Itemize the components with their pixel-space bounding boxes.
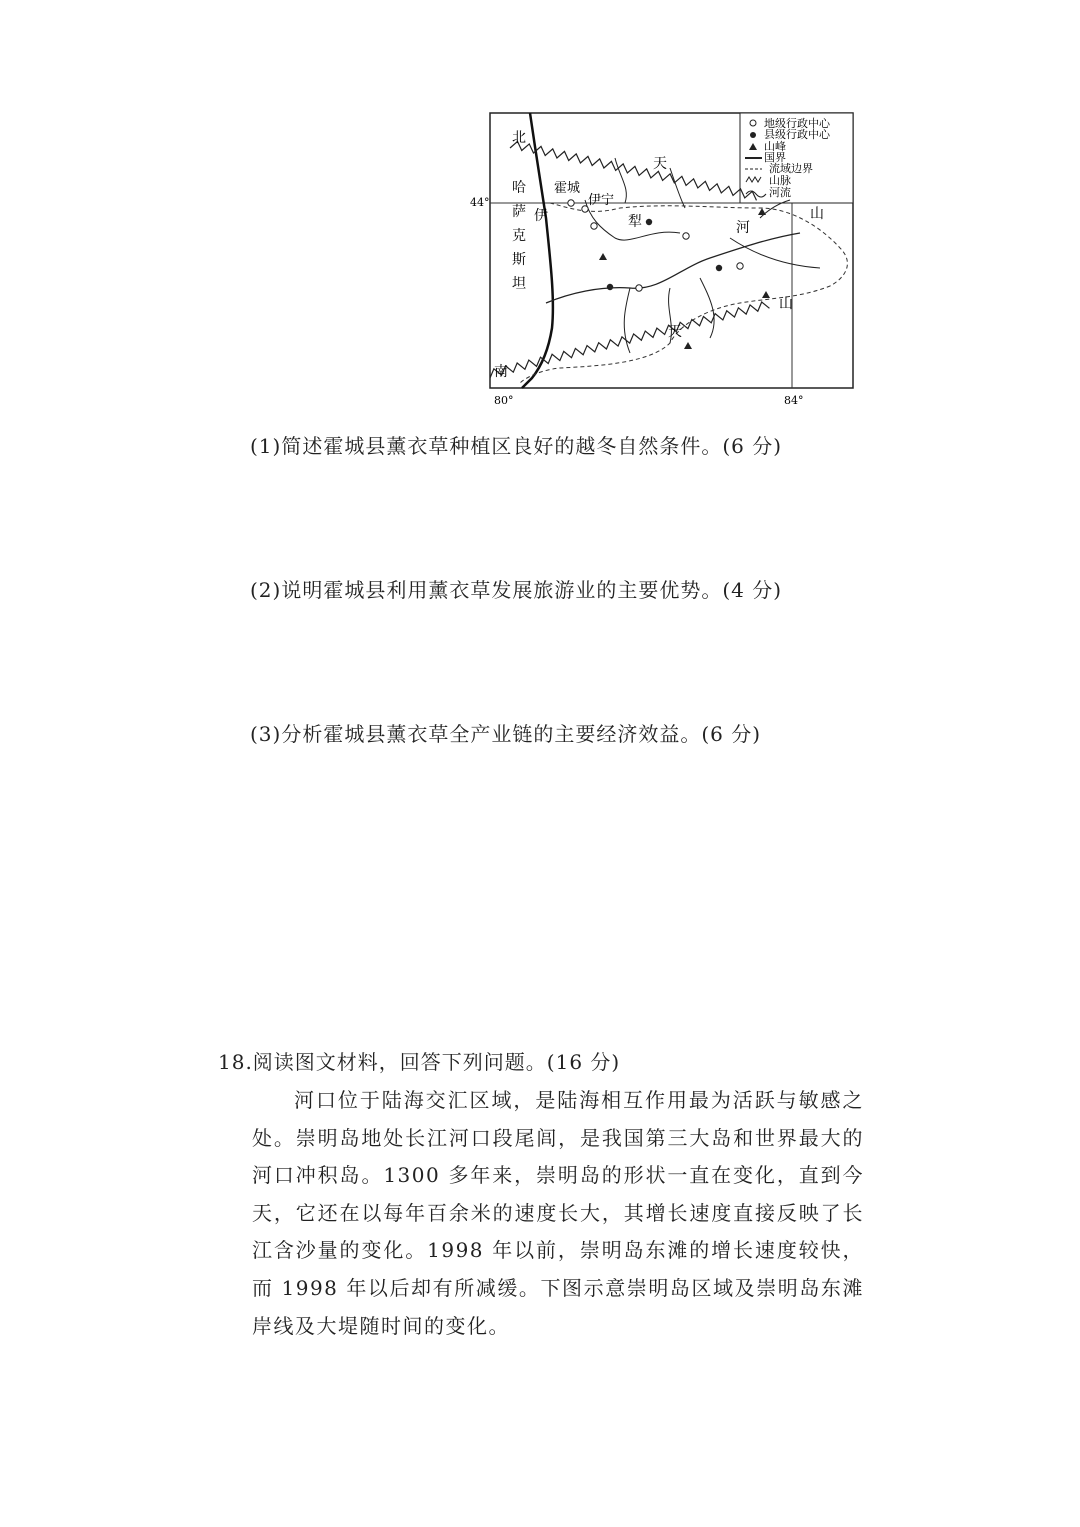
- label-sa: 萨: [512, 204, 526, 220]
- passage-line: 岸线及大堤随时间的变化。: [252, 1313, 510, 1338]
- label-yi: 伊: [534, 208, 548, 224]
- map-figure: [470, 108, 870, 408]
- peak-1: [599, 253, 607, 260]
- legend-river: 河流: [769, 186, 791, 199]
- prefecture-center-3: [683, 233, 689, 239]
- question-3: (3)分析霍城县薰衣草全产业链的主要经济效益。(6 分): [250, 722, 762, 746]
- label-ha: 哈: [512, 180, 526, 196]
- question-18-passage: [252, 1082, 864, 1345]
- county-center-2: [716, 265, 722, 271]
- peak-3: [762, 291, 770, 298]
- label-tan: 坦: [512, 276, 526, 292]
- prefecture-center-icon: [750, 120, 756, 126]
- label-bei: 北: [512, 130, 526, 146]
- legend-peak: 山峰: [764, 140, 786, 153]
- label-tian-south: 天: [668, 324, 682, 340]
- peak-4: [684, 342, 692, 349]
- national-border: [522, 113, 553, 388]
- label-li: 犁: [628, 214, 642, 230]
- passage-line: 河口冲积岛。1300 多年来，崇明岛的形状一直在变化，直到今: [252, 1163, 864, 1188]
- label-he: 河: [736, 220, 750, 236]
- latitude-44-label: 44°: [470, 196, 490, 209]
- river-east-branch: [730, 238, 820, 268]
- south-tianshan-range: [488, 301, 769, 378]
- passage-line: 处。崇明岛地处长江河口段尾闾，是我国第三大岛和世界最大的: [252, 1125, 864, 1150]
- legend-county: 县级行政中心: [764, 128, 830, 141]
- huocheng-center: [568, 200, 574, 206]
- river-north-tributary: [615, 158, 626, 203]
- passage-line: 河口位于陆海交汇区域，是陆海相互作用最为活跃与敏感之: [294, 1088, 864, 1112]
- county-center-1: [646, 219, 652, 225]
- label-nan: 南: [494, 364, 508, 380]
- prefecture-center-5: [636, 285, 642, 291]
- question-2: (2)说明霍城县利用薰衣草发展旅游业的主要优势。(4 分): [250, 578, 783, 602]
- legend-mountain: 山脉: [769, 174, 791, 187]
- passage-line: 江含沙量的变化。1998 年以前，崇明岛东滩的增长速度较快，: [252, 1238, 864, 1263]
- peak-2: [758, 208, 766, 215]
- ili-river-main: [546, 233, 800, 303]
- label-huocheng: 霍城: [554, 181, 581, 196]
- passage-line: 天，它还在以每年百余米的速度长大，其增长速度直接反映了长: [252, 1200, 864, 1225]
- question-18-title: 18.阅读图文材料，回答下列问题。(16 分): [218, 1050, 621, 1074]
- county-center-icon: [750, 132, 756, 138]
- legend-basin: 流域边界: [769, 162, 813, 175]
- county-center-3: [607, 284, 613, 290]
- north-tianshan-range: [510, 140, 758, 200]
- label-si: 斯: [512, 252, 526, 268]
- label-shan-north: 山: [810, 206, 824, 222]
- river-north-tributary-2: [670, 168, 685, 208]
- legend-prefecture: 地级行政中心: [764, 117, 830, 130]
- longitude-84-label: 84°: [784, 394, 804, 407]
- river-south-tributary-3: [700, 278, 714, 338]
- label-ke: 克: [512, 228, 526, 244]
- longitude-80-label: 80°: [494, 394, 514, 407]
- label-shan-south: 山: [779, 296, 793, 312]
- label-tian-north: 天: [653, 156, 667, 172]
- prefecture-center-2: [591, 223, 597, 229]
- legend-border: 国界: [764, 151, 786, 164]
- prefecture-center-4: [737, 263, 743, 269]
- question-1: (1)简述霍城县薰衣草种植区良好的越冬自然条件。(6 分): [250, 434, 783, 458]
- label-yining: 伊宁: [588, 193, 615, 208]
- passage-line: 而 1998 年以后却有所减缓。下图示意崇明岛区域及崇明岛东滩: [252, 1275, 864, 1300]
